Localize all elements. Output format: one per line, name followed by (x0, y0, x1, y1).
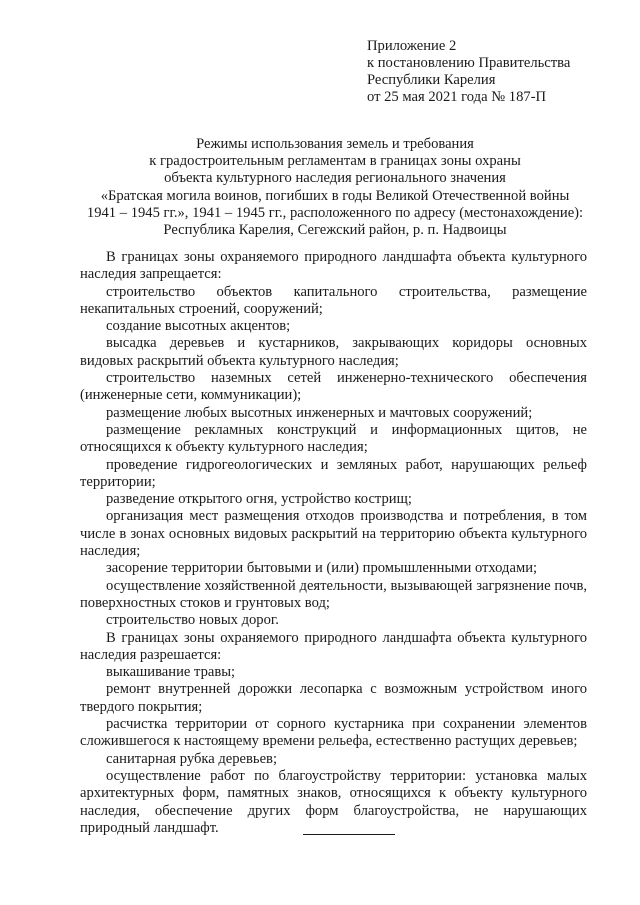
body-paragraph: организация мест размещения отходов производства и потребления, в том числе в зонах основных видовых раскрытий на территорию объекта культурного наследия; (80, 508, 587, 560)
appendix-line: к постановлению Правительства (367, 55, 571, 71)
body-paragraph: строительство объектов капитального строительства, размещение некапитальных строений, сооружений; (80, 283, 587, 317)
body-paragraph: размещение рекламных конструкций и информационных щитов, не относящихся к объекту культурного наследия; (80, 421, 587, 456)
body-paragraph: ремонт внутренней дорожки лесопарка с возможным устройством иного твердого покрытия; (80, 681, 587, 715)
body-paragraph: строительство наземных сетей инженерно-технического обеспечения (инженерные сети, коммуникации); (80, 370, 587, 404)
body-paragraph: В границах зоны охраняемого природного ландшафта объекта культурного наследия запрещается: (80, 249, 587, 283)
body-paragraph: санитарная рубка деревьев; (106, 750, 278, 767)
body-paragraph: высадка деревьев и кустарников, закрывающих коридоры основных видовых раскрытий объекта культурного наследия; (80, 335, 587, 369)
body-paragraph: размещение любых высотных инженерных и мачтовых сооружений; (106, 404, 533, 421)
body-paragraph: осуществление хозяйственной деятельности, вызывающей загрязнение почв, поверхностных стоков и грунтовых вод; (80, 577, 587, 611)
title-line: «Братская могила воинов, погибших в годы Великой Отечественной войны (100, 187, 570, 204)
title-line: Режимы использования земель и требования (196, 136, 474, 152)
title-line: к градостроительным регламентам в границах зоны охраны (149, 153, 521, 170)
body-paragraph: создание высотных акцентов; (106, 318, 291, 335)
document-title (60, 136, 610, 239)
body-paragraph: выкашивание травы; (106, 664, 236, 681)
body-paragraph: осуществление работ по благоустройству территории: установка малых архитектурных форм, памятных знаков, относящихся к объекту культурного наследия, обеспечение других форм благоустройства, не нарушающих природный ландшафт. (80, 767, 587, 836)
body-paragraph: проведение гидрогеологических и земляных работ, нарушающих рельеф территории; (80, 456, 587, 490)
appendix-line: от 25 мая 2021 года № 187-П (367, 89, 547, 105)
document-body (80, 249, 587, 837)
body-paragraph: засорение территории бытовыми и (или) промышленными отходами; (106, 560, 538, 577)
appendix-line: Республики Карелия (367, 72, 496, 88)
title-line: объекта культурного наследия регионального значения (164, 170, 506, 187)
closing-rule (303, 834, 395, 835)
title-line: Республика Карелия, Сегежский район, р. п. Надвоицы (163, 222, 507, 239)
appendix-line: Приложение 2 (367, 38, 457, 54)
body-paragraph: разведение открытого огня, устройство кострищ; (106, 491, 412, 508)
appendix-header (367, 38, 570, 106)
body-paragraph: В границах зоны охраняемого природного ландшафта объекта культурного наследия разрешается: (80, 629, 587, 663)
title-line: 1941 – 1945 гг.», 1941 – 1945 гг., расположенного по адресу (местонахождение): (86, 204, 584, 221)
body-paragraph: расчистка территории от сорного кустарника при сохранении элементов сложившегося к настоящему времени рельефа, естественно растущих деревьев; (80, 716, 587, 750)
body-paragraph: строительство новых дорог. (106, 612, 279, 629)
